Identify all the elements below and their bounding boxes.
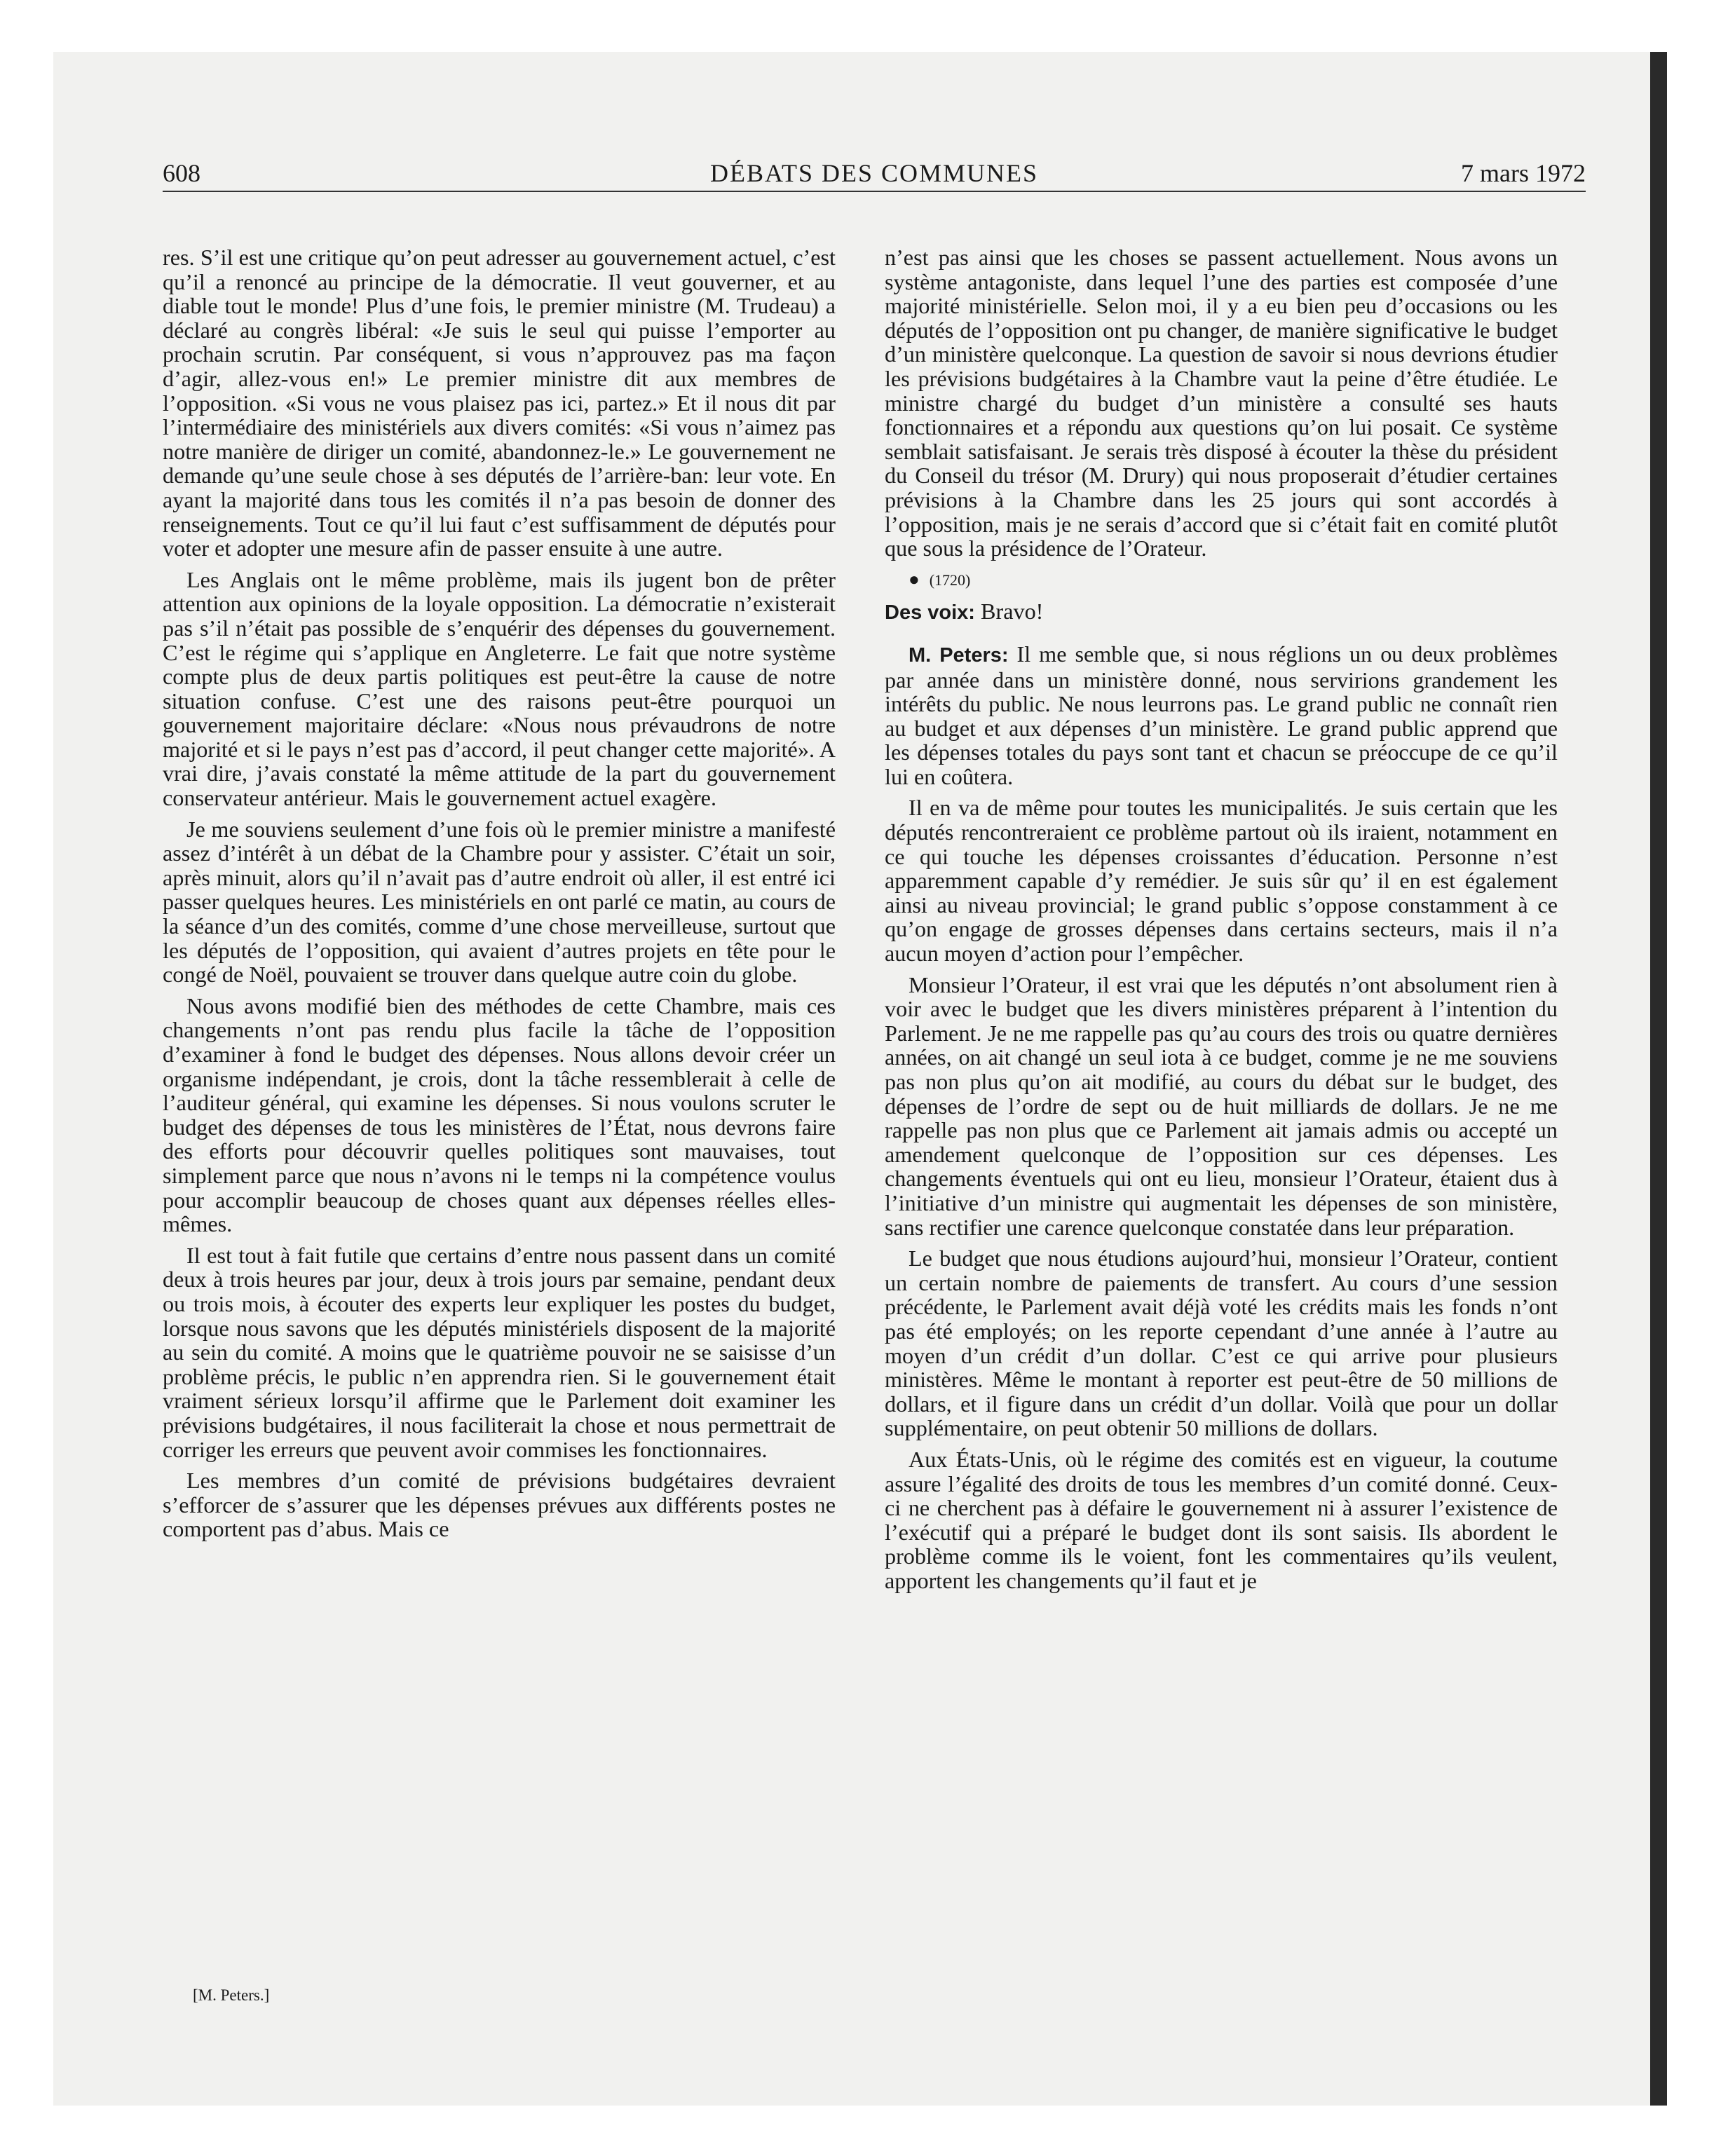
right-column xyxy=(885,245,1558,1599)
publication-title: DÉBATS DES COMMUNES xyxy=(709,159,1039,187)
speaker-label: Des voix: xyxy=(885,601,975,625)
page-number: 608 xyxy=(163,159,200,187)
running-header xyxy=(163,158,1586,192)
paragraph: Monsieur l’Orateur, il est vrai que les députés n’ont absolument rien à voir avec le budget que les divers ministères préparent à l’intention du Parlement. Je ne me rappelle pas qu’au cours des trois ou quatre dernières années, on ait changé un seul iota à ce budget, comme je ne me souviens pas non plus qu’on ait modifié, au cours du débat sur le budget, des dépenses de l’ordre de sept ou de huit milliards de dollars. Je ne me rappelle pas non plus que ce Parlement ait jamais admis ou accepté un amendement quelconque de l’opposition sur ces dépenses. Les changements éventuels qui ont eu lieu, monsieur l’Orateur, étaient dus à l’initiative d’un ministre qui augmentait les dépenses de son ministère, sans rectifier une carence quelconque constatée dans leur préparation. xyxy=(885,971,1558,1240)
paragraph: Je me souviens seulement d’une fois où le premier ministre a manifesté assez d’intérêt à un débat de la Chambre pour y assister. C’était un soir, après minuit, alors qu’il n’avait pas d’autre endroit où aller, il est entré ici passer quelques heures. Les ministériels en ont parlé ce matin, au cours de la séance d’un des comités, comme d’une chose merveilleuse, surtout que les députés de l’opposition, qui avaient d’autres projets en tête pour le congé de Noël, pouvaient se trouver dans quelque autre coin du globe. xyxy=(163,816,836,988)
paragraph: Aux États-Unis, où le régime des comités est en vigueur, la coutume assure l’égalité des droits de tous les membres d’un comité donné. Ceux-ci ne cherchent pas à défaire le gouvernement ni à assurer l’existence de l’exécutif qui a préparé le budget dont ils sont saisis. Ils abordent le problème comme ils le voient, font les commentaires qu’ils veulent, apportent les changements qu’il faut et je xyxy=(885,1446,1558,1593)
paragraph: Nous avons modifié bien des méthodes de cette Chambre, mais ces changements n’ont pas rendu plus facile la tâche de l’opposition d’examiner à fond le budget des dépenses. Nous allons devoir créer un organisme indépendant, je crois, dont la tâche ressemblerait à celle de l’auditeur général, qui examine les dépenses. Si nous voulons scruter le budget des dépenses de tous les ministères de l’État, nous devrons faire des efforts pour découvrir quelles politiques sont mauvaises, tout simplement parce que nous n’avons ni le temps ni la compétence voulus pour accomplir beaucoup de choses quant aux dépenses réelles elles-mêmes. xyxy=(163,992,836,1237)
header-date: 7 mars 1972 xyxy=(1461,159,1586,187)
paragraph: Le budget que nous étudions aujourd’hui, monsieur l’Orateur, contient un certain nombre de paiements de transfert. Au cours d’une session précédente, le Parlement avait déjà voté les crédits mais les fonds n’ont pas été employés; on les reporte cependant d’une année à l’autre au moyen d’un crédit d’un dollar. C’est ce qui arrive pour plusieurs ministères. Même le montant à reporter est peut-être de 50 millions de dollars, et il figure dans un crédit d’un dollar. Voilà que pour un dollar supplémentaire, on peut obtenir 50 millions de dollars. xyxy=(885,1246,1558,1441)
paragraph: Les Anglais ont le même problème, mais ils jugent bon de prêter attention aux opinions de la loyale opposition. La démocratie n’existerait pas s’il n’était pas possible de s’enquérir des dépenses du gouvernement. C’est le régime qui s’applique en Angleterre. Le fait que notre système compte plus de deux partis politiques est peut-être la cause de notre situation confuse. C’est une des raisons peut-être pourquoi un gouvernement majoritaire déclare: «Nous nous prévaudrons de notre majorité et si le pays n’est pas d’accord, il peut changer cette majorité». A vrai dire, j’avais constaté la même attitude de la part du gouvernement conservateur antérieur. Mais le gouvernement actuel exagère. xyxy=(163,566,836,811)
paragraph: res. S’il est une critique qu’on peut adresser au gouvernement actuel, c’est qu’il a renoncé au principe de la démocratie. Il veut gouverner, et au diable tout le monde! Plus d’une fois, le premier ministre (M. Trudeau) a déclaré au congrès libéral: «Je suis le seul qui puisse l’emporter au prochain scrutin. Par conséquent, si vous n’approuvez pas ma façon d’agir, allez-vous en!» Le premier ministre dit aux membres de l’opposition. «Si vous ne vous plaisez pas ici, partez.» Et il nous dit par l’intermédiaire des ministériels aux divers comités: «Si vous n’aimez pas notre manière de diriger un comité, abandonnez-le.» Le gouvernement ne demande qu’une seule chose à ses députés de l’arrière-ban: leur vote. En ayant la majorité dans tous les comités il n’a pas besoin de donner des renseignements. Tout ce qu’il lui faut c’est suffisamment de députés pour voter et adopter une mesure afin de passer ensuite à une autre. xyxy=(163,245,836,561)
interjection xyxy=(885,599,1558,625)
speaker-label: M. Peters: xyxy=(909,643,1009,667)
speech-paragraph xyxy=(885,642,1558,789)
speech-text: Il me semble que, si nous réglions un ou deux problèmes par année dans un ministère donné, nous servirions grandement les intérêts du public. Ne nous leurrons pas. Le grand public ne connaît rien au budget et aux dépenses d’un ministère. Le grand public apprend que les dépenses totales du pays sont tant et chacun se préoccupe de ce qu’il lui en coûtera. xyxy=(885,641,1558,789)
bullet-icon: ● xyxy=(909,568,920,589)
scan-edge-shadow xyxy=(1650,52,1667,2106)
paragraph: n’est pas ainsi que les choses se passent actuellement. Nous avons un système antagoniste, dans lequel l’une des parties est composée d’une majorité ministérielle. Selon moi, il y a eu bien peu d’occasions ou les députés de l’opposition ont pu changer, de manière significative le budget d’un ministère quelconque. La question de savoir si nous devrions étudier les prévisions budgétaires à la Chambre vaut la peine d’être étudiée. Le ministre chargé du budget d’un ministère a consulté ses hauts fonctionnaires et a répondu aux questions qu’on lui posait. Ce système semblait satisfaisant. Je serais très disposé à écouter la thèse du président du Conseil du trésor (M. Drury) qui nous proposerait d’étudier certaines prévisions à la Chambre dans les 25 jours qui sont accordés à l’opposition, mais je ne serais d’accord que si c’était fait en comité plutôt que sous la présidence de l’Orateur. xyxy=(885,245,1558,561)
interjection-text: Bravo! xyxy=(981,599,1044,625)
paragraph: Il en va de même pour toutes les municipalités. Je suis certain que les députés rencontreraient ce problème partout où ils iraient, notamment en ce qui touche les dépenses croissantes d’éducation. Personne n’est apparemment capable d’y remédier. Je suis sûr qu’ il en est également ainsi au niveau provincial; le grand public s’oppose constamment à ce qu’on engage de grosses dépenses dans certains secteurs, mais il n’a aucun moyen d’action pour l’empêcher. xyxy=(885,795,1558,967)
time-marker xyxy=(885,568,1558,593)
time-marker-text: (1720) xyxy=(929,571,971,589)
left-column xyxy=(163,245,836,1548)
paragraph: Il est tout à fait futile que certains d’entre nous passent dans un comité deux à trois heures par jour, deux à trois jours par semaine, pendant deux ou trois mois, à écouter des experts leur expliquer les postes du budget, lorsque nous savons que les députés ministériels disposent de la majorité au sein du comité. A moins que le quatrième pouvoir ne se saisisse d’un problème précis, le public n’en apprendra rien. Si le gouvernement était vraiment sérieux lorsqu’il affirme que le Parlement doit examiner les prévisions budgétaires, il nous faciliterait la chose et nous permettrait de corriger les erreurs que peuvent avoir commises les fonctionnaires. xyxy=(163,1242,836,1462)
paragraph: Les membres d’un comité de prévisions budgétaires devraient s’efforcer de s’assurer que les dépenses prévues aux différents postes ne comportent pas d’abus. Mais ce xyxy=(163,1468,836,1542)
footer-speaker: [M. Peters.] xyxy=(193,1986,270,2004)
